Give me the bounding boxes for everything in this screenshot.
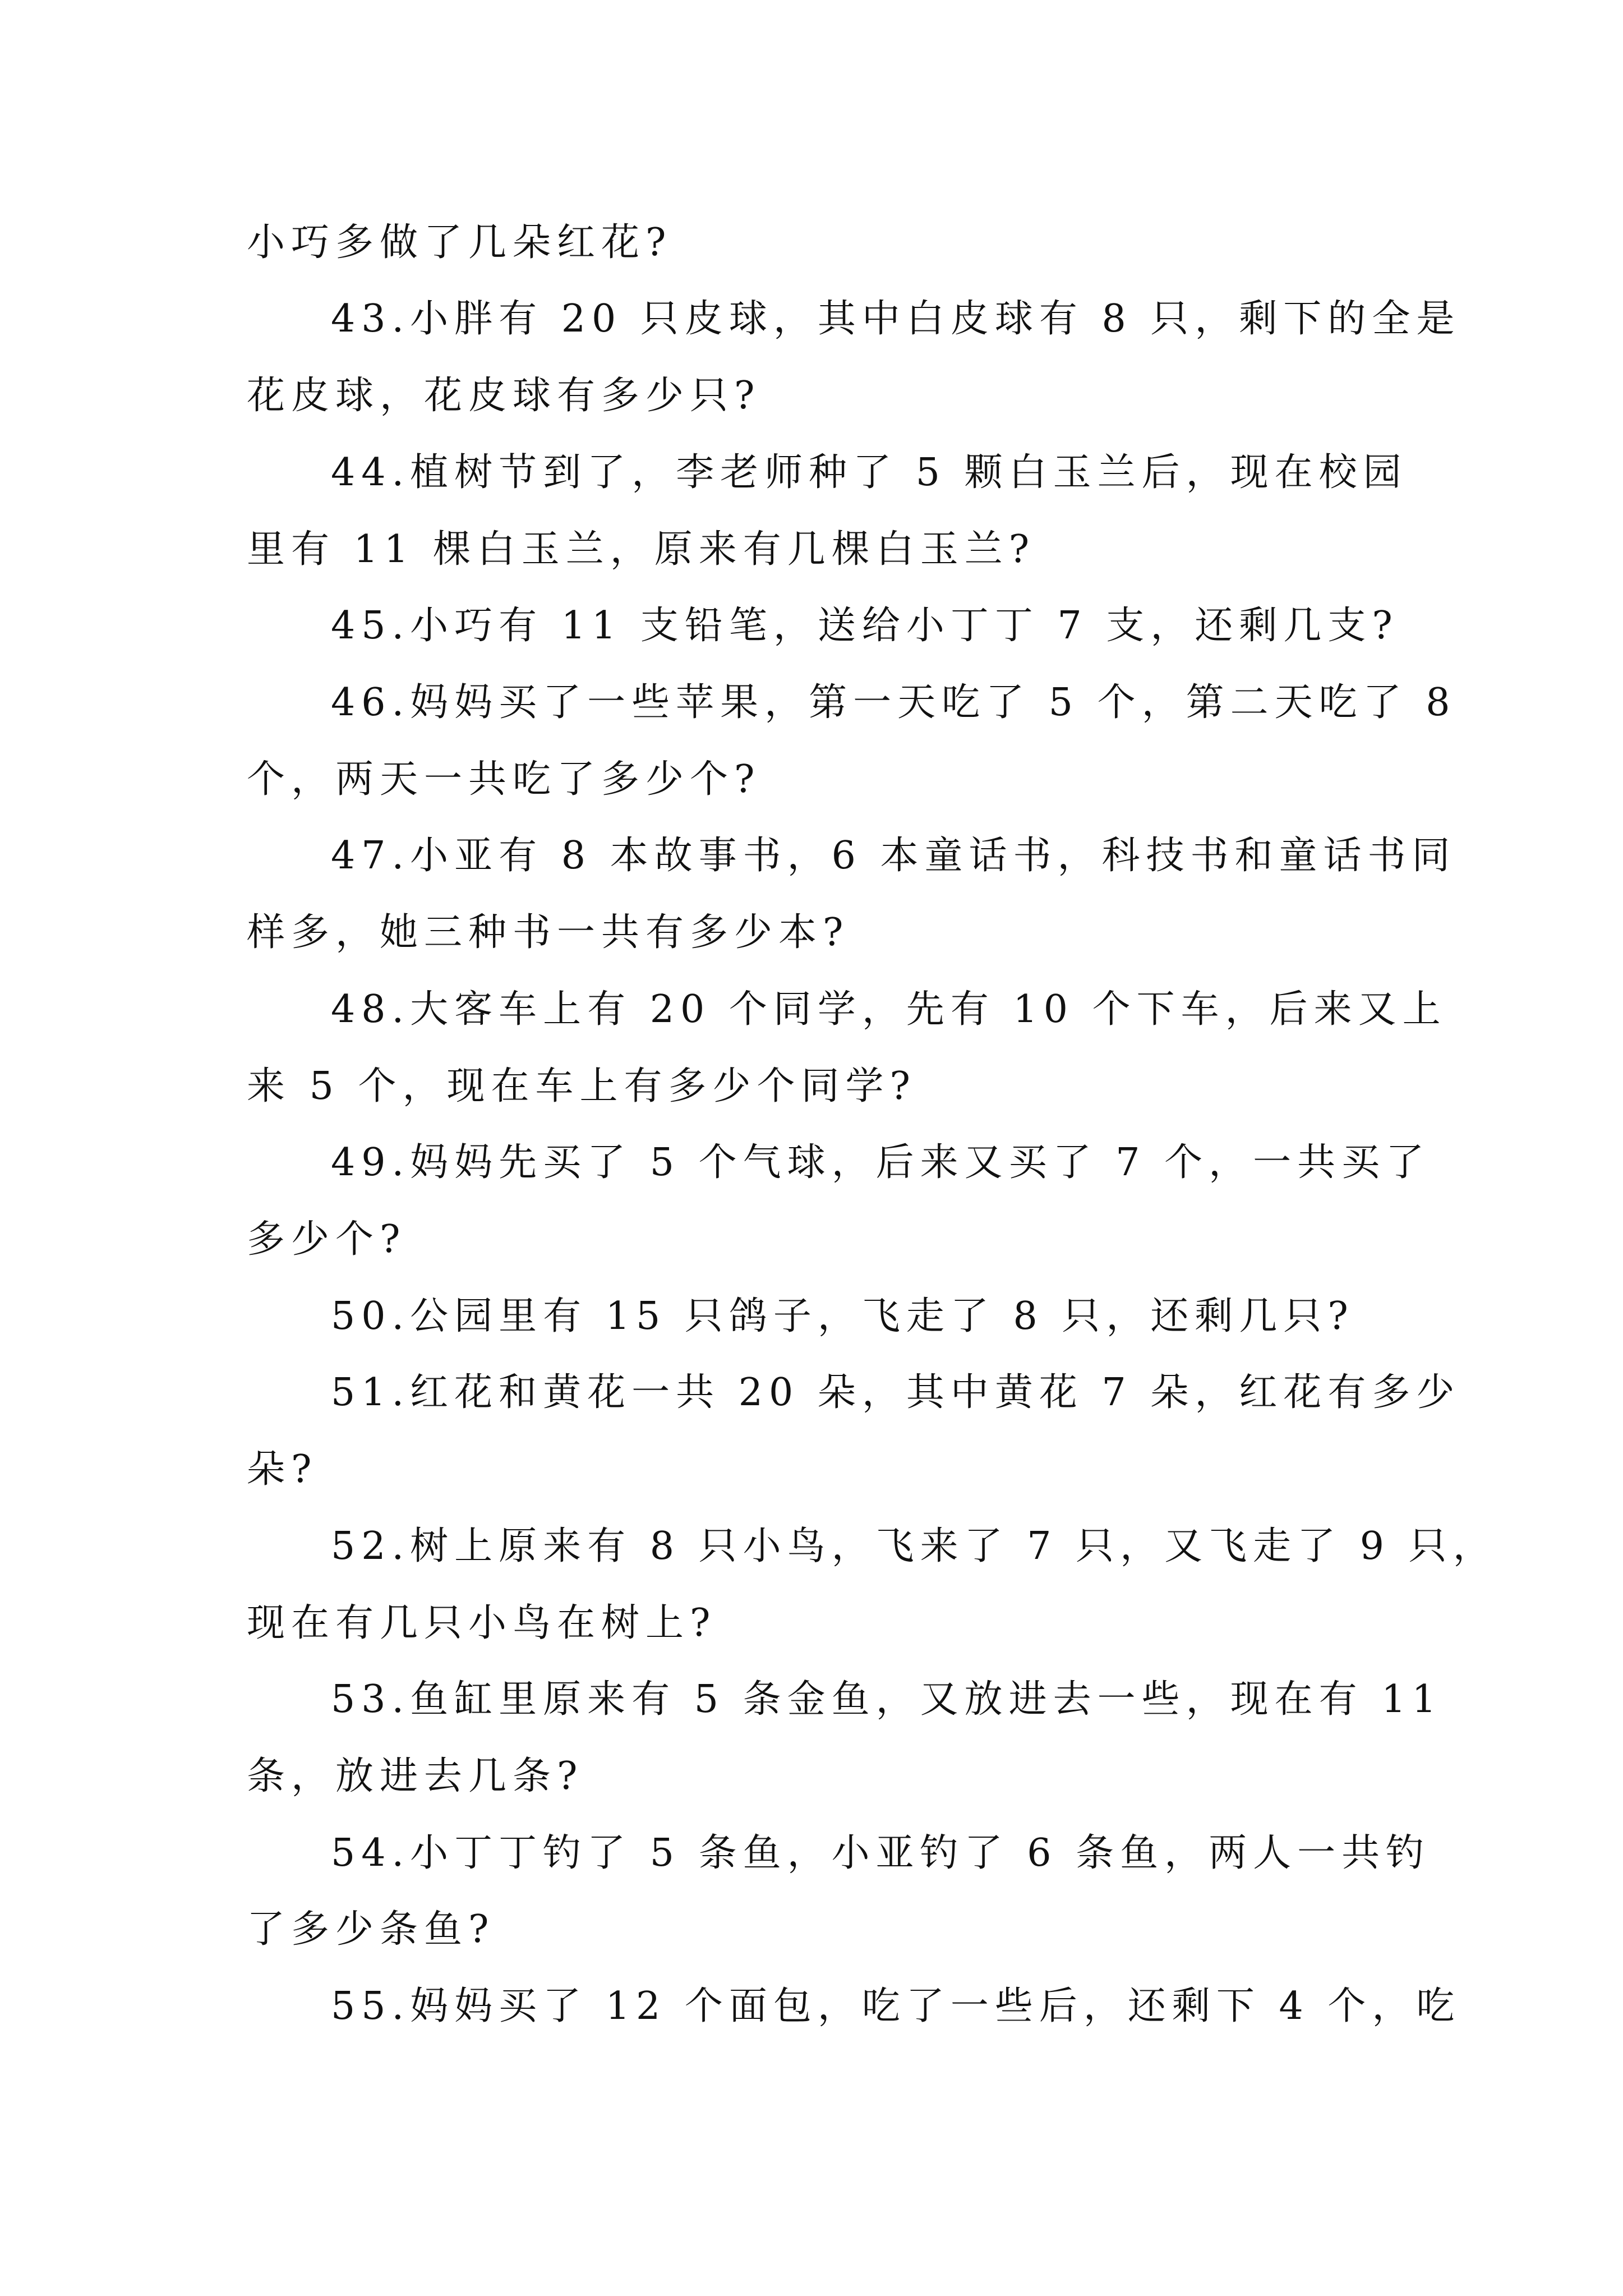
problem-53-line-1: 53.鱼缸里原来有 5 条金鱼，又放进去一些，现在有 11 [331, 1677, 1442, 1722]
text-line: 小巧多做了几朵红花? [247, 220, 672, 265]
problem-52-line-2: 现在有几只小鸟在树上? [247, 1601, 717, 1645]
problem-54-line-1: 54.小丁丁钓了 5 条鱼，小亚钓了 6 条鱼，两人一共钓 [331, 1831, 1431, 1875]
problem-52-line-1: 52.树上原来有 8 只小鸟，飞来了 7 只，又飞走了 9 只， [331, 1524, 1497, 1568]
problem-49-line-1: 49.妈妈先买了 5 个气球，后来又买了 7 个，一共买了 [331, 1140, 1431, 1185]
problem-46-line-2: 个，两天一共吃了多少个? [247, 757, 761, 802]
problem-45-line-1: 45.小巧有 11 支铅笔，送给小丁丁 7 支，还剩几支? [331, 604, 1399, 648]
problem-44-line-1: 44.植树节到了，李老师种了 5 颗白玉兰后，现在校园 [331, 450, 1408, 495]
problem-43-line-1: 43.小胖有 20 只皮球，其中白皮球有 8 只，剩下的全是 [331, 297, 1461, 341]
problem-49-line-2: 多少个? [247, 1217, 407, 1262]
problem-55-line-1: 55.妈妈买了 12 个面包，吃了一些后，还剩下 4 个，吃 [331, 1984, 1461, 2028]
problem-51-line-2: 朵? [247, 1447, 318, 1492]
problem-43-line-2: 花皮球，花皮球有多少只? [247, 374, 761, 418]
problem-54-line-2: 了多少条鱼? [247, 1907, 495, 1952]
problem-44-line-2: 里有 11 棵白玉兰，原来有几棵白玉兰? [247, 527, 1036, 572]
problem-51-line-1: 51.红花和黄花一共 20 朵，其中黄花 7 朵，红花有多少 [331, 1370, 1461, 1415]
problem-47-line-1: 47.小亚有 8 本故事书，6 本童话书，科技书和童话书同 [331, 834, 1456, 878]
problem-53-line-2: 条，放进去几条? [247, 1754, 584, 1798]
problem-46-line-1: 46.妈妈买了一些苹果，第一天吃了 5 个，第二天吃了 8 [331, 680, 1456, 725]
problem-48-line-2: 来 5 个，现在车上有多少个同学? [247, 1064, 916, 1108]
problem-50-line-1: 50.公园里有 15 只鸽子，飞走了 8 只，还剩几只? [331, 1294, 1354, 1338]
problem-48-line-1: 48.大客车上有 20 个同学，先有 10 个下车，后来又上 [331, 987, 1447, 1032]
problem-47-line-2: 样多，她三种书一共有多少本? [247, 910, 850, 955]
